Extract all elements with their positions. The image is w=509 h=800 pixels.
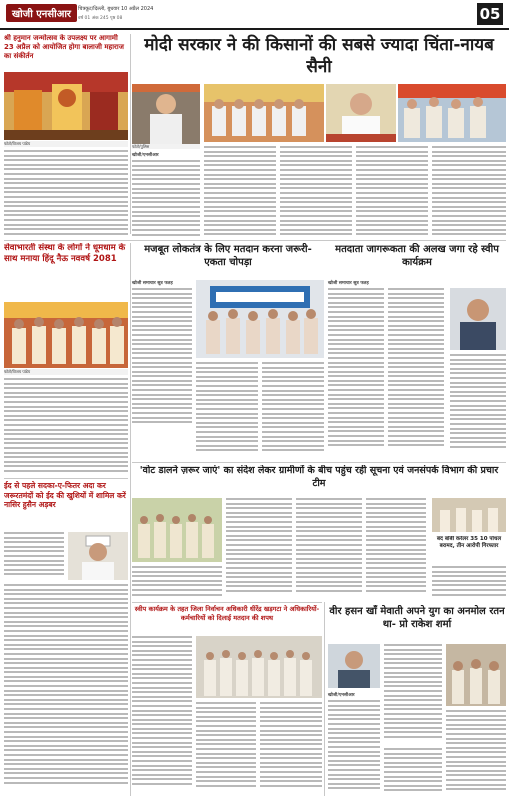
photo-virhasan [328, 644, 380, 688]
article-vote-title: 'वोट डालने ज़रूर जाएं' का संदेश लेकर ग्रामीणों के बीच पहुंच रही सूचना एवं जनसंपर्क विभाग की प्रचार टीम [139, 465, 499, 489]
body-lead-5 [432, 146, 506, 238]
caption-lead: फोटो/पुलिस [132, 144, 200, 149]
body-lead-3 [280, 146, 352, 238]
photo-vote-2 [432, 498, 506, 532]
body-virhasan-1 [328, 700, 380, 796]
photo-vote [132, 498, 222, 562]
photo-lead-stage [204, 84, 324, 142]
body-eid-2 [4, 584, 128, 796]
article-sveep2-title: स्वीप कार्यक्रम के तहत जिला निर्वाचन अधिकारी धीरेंद्र खड़गटा ने अधिकारियों-कर्मचारियों को दिलाई मतदान की शपथ [134, 605, 320, 622]
photo-sveep2 [196, 636, 322, 698]
article-small-right [432, 536, 506, 562]
body-sveep-1 [328, 288, 384, 458]
brand-logo: खोजी एनसीआर [6, 4, 77, 22]
photo-hanuman-image [4, 72, 128, 140]
body-vote-3 [366, 498, 426, 598]
photo-virhasan-2 [446, 644, 506, 706]
photo-sveep2-image [196, 636, 322, 698]
edition-line: वर्ष 01 अंक 245 पृष्ठ 08 [78, 16, 123, 21]
body-sveep-3 [450, 354, 506, 458]
photo-eid-image [68, 532, 128, 580]
section-rule-3 [132, 602, 322, 603]
photo-sewa [4, 302, 128, 368]
caption-sewa: फोटो/विजय पांडेय [4, 369, 128, 375]
section-rule-eid [4, 478, 128, 479]
body-sveep-2 [388, 288, 444, 458]
column-rule-2 [130, 243, 131, 796]
body-small-right [432, 566, 506, 600]
article-vote [132, 465, 506, 495]
article-sveep-title: मतदाता जागरूकता की अलख जगा रहे स्वीप कार्यक्रम [335, 244, 499, 268]
body-vote-2 [296, 498, 362, 598]
body-lead-4 [356, 146, 428, 238]
article-virhasan-title: वीर हसन खाँ मेवाती अपने युग का अनमोल रतन था- प्रो राकेश शर्मा [329, 606, 505, 630]
byline-virhasan: खोजी/एनसीआर [328, 693, 355, 698]
article-virhasan [328, 605, 506, 641]
photo-lead-crowd [398, 84, 506, 142]
column-rule-3 [324, 602, 325, 796]
article-sewa-title: सेवाभारती संस्था के लोगों ने धूमधाम के साथ मनाया हिंदू नैऊ नववर्ष 2081 [4, 243, 126, 264]
masthead [0, 0, 509, 30]
body-vote-1 [226, 498, 292, 598]
body-sveep2-1 [132, 636, 192, 796]
body-vote-4 [132, 566, 222, 600]
article-eid-title: ईद से पहले सदका-ए-फितर अदा कर जरूरतमंदों को ईद की खुशियों में शामिल करें नासिर हुसैन अड़बर [4, 481, 126, 509]
article-sveep2 [132, 605, 322, 633]
article-sveep [328, 243, 506, 275]
photo-loktantra [196, 280, 324, 358]
body-sveep2-2 [196, 702, 256, 796]
column-rule [130, 34, 131, 234]
photo-eid [68, 532, 128, 580]
dateline: चित्रकूट/दिल्ली, बुधवार 10 अप्रैल 2024 [78, 6, 154, 12]
photo-lead-stage-image [204, 84, 324, 142]
body-loktantra-3 [262, 362, 324, 458]
photo-hanuman [4, 72, 128, 140]
caption-hanuman: फोटो/विजय पांडेय [4, 141, 128, 147]
body-virhasan-2 [384, 644, 442, 744]
photo-lead [132, 84, 200, 144]
article-sewa [4, 243, 128, 299]
byline-loktantra: खोजी समाचार सूत्र फतह [132, 281, 173, 286]
photo-loktantra-image [196, 280, 324, 358]
photo-virhasan-image [328, 644, 380, 688]
body-loktantra-2 [196, 362, 258, 458]
photo-lead-crowd-image [398, 84, 506, 142]
body-loktantra-1 [132, 288, 192, 428]
body-sewa [4, 378, 128, 476]
body-virhasan-3 [446, 710, 506, 796]
article-hanuman-title: श्री हनुमान जन्मोत्सव के उपलक्ष्य पर आगामी 23 अप्रैल को आयोजित होगा बालाजी महाराज का संकीर्तन [4, 34, 124, 60]
article-loktantra [132, 243, 324, 275]
body-sveep2-3 [260, 702, 322, 796]
article-lead [132, 34, 506, 84]
body-eid-1 [4, 532, 64, 580]
photo-sewa-image [4, 302, 128, 368]
photo-lead-image [132, 84, 200, 144]
byline-sveep: खोजी समाचार सूत्र फतह [328, 281, 369, 286]
photo-sveep-portrait-image [450, 288, 506, 350]
photo-lead-portrait [326, 84, 396, 142]
section-rule-2 [132, 462, 506, 463]
photo-virhasan-2-image [446, 644, 506, 706]
byline-lead: खोजी/एनसीआर [132, 153, 159, 158]
article-loktantra-title: मजबूत लोकतंत्र के लिए मतदान करना जरूरी- एकता चोपड़ा [144, 244, 312, 268]
body-lead-1 [132, 160, 200, 238]
photo-sveep-portrait [450, 288, 506, 350]
photo-lead-portrait-image [326, 84, 396, 142]
page-number: 05 [477, 3, 503, 25]
body-hanuman [4, 150, 128, 238]
article-small-right-title: बंद बाँबी कर्रलर 35 10 पोधल बरामद, तीन आरोपी गिरफ्तार [436, 536, 502, 549]
section-rule-1 [4, 240, 506, 241]
body-virhasan-4 [384, 748, 442, 796]
photo-vote-image [132, 498, 222, 562]
article-eid [4, 481, 128, 529]
body-lead-2 [204, 146, 276, 238]
article-lead-title: मोदी सरकार ने की किसानों की सबसे ज्यादा चिंता-नायब सैनी [144, 35, 494, 77]
photo-vote-2-image [432, 498, 506, 532]
